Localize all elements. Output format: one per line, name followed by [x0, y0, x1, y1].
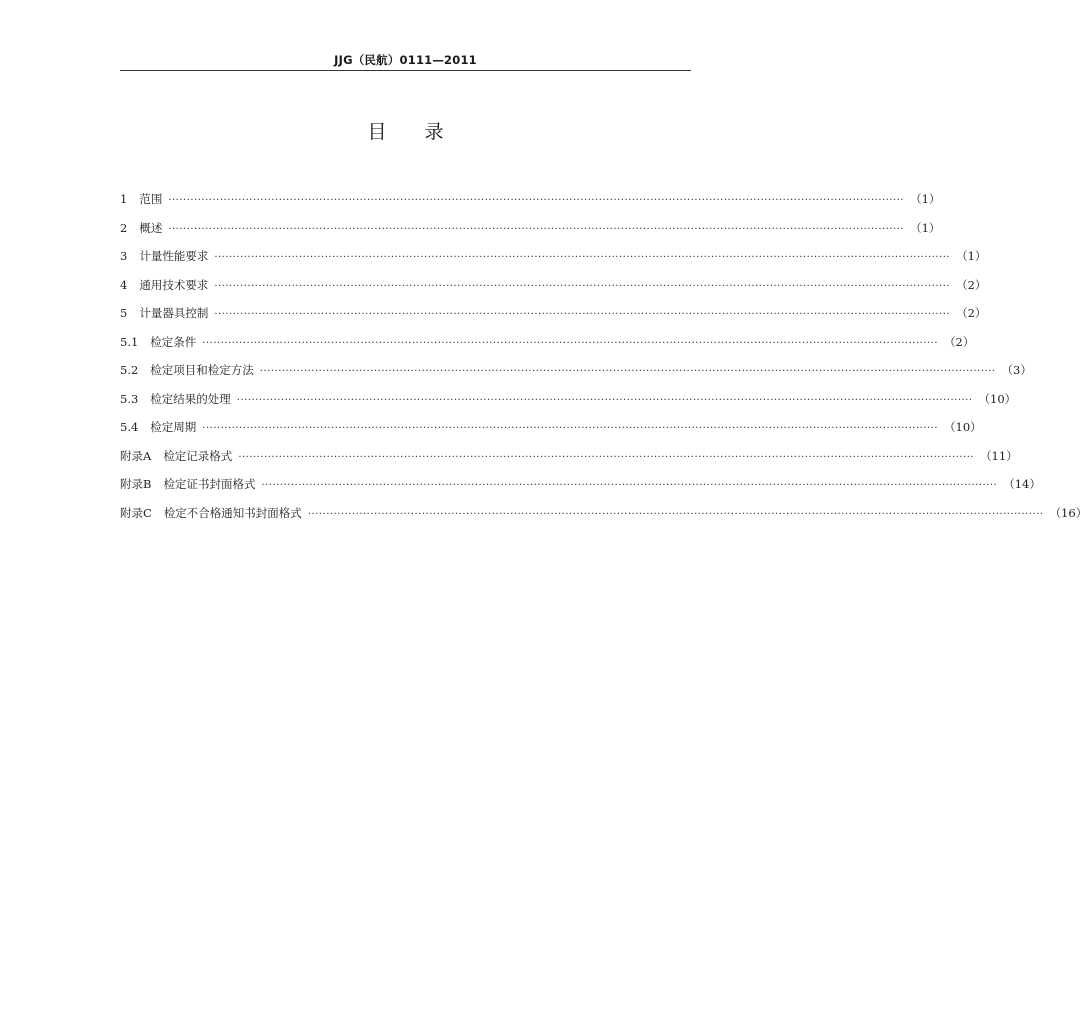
toc-title-char-2: 录: [424, 121, 444, 143]
toc-entry-label: 计量器具控制: [139, 306, 209, 320]
toc-entry-page: （11）: [980, 448, 1018, 463]
toc-entry-page: （10）: [978, 391, 1017, 406]
toc-entry-number: 5: [120, 306, 128, 320]
toc-entry[interactable]: [120, 217, 941, 246]
toc-entry-label: 检定证书封面格式: [163, 477, 256, 491]
toc-dot-leader: ········································································································································································································: [202, 423, 939, 434]
toc-entry-label: 检定条件: [150, 334, 197, 349]
toc-entry-label: 计量性能要求: [139, 249, 209, 263]
toc-entry-number: 3: [120, 249, 128, 263]
toc-entry-page: （16）: [1049, 505, 1087, 520]
toc-dot-leader: ········································································································································································································: [214, 309, 951, 320]
toc-list: [120, 188, 1087, 530]
toc-entry[interactable]: [120, 502, 1087, 531]
toc-entry-label: 检定项目和检定方法: [150, 363, 254, 377]
toc-dot-leader: ········································································································································································································: [202, 337, 939, 349]
toc-entry-page: （3）: [1001, 363, 1032, 377]
toc-entry-number: 4: [120, 277, 128, 292]
toc-entry[interactable]: [120, 302, 987, 331]
toc-entry-number: 2: [120, 220, 128, 235]
toc-entry-page: （1）: [910, 192, 941, 206]
toc-entry-page: （10）: [944, 420, 982, 434]
toc-dot-leader: ········································································································································································································: [168, 223, 905, 235]
toc-dot-leader: ········································································································································································································: [168, 195, 905, 206]
toc-entry-page: （2）: [956, 306, 987, 320]
toc-entry-page: （1）: [956, 249, 987, 263]
toc-entry-label: 范围: [139, 192, 163, 206]
toc-entry-page: （2）: [944, 334, 975, 349]
toc-dot-leader: ········································································································································································································: [238, 451, 975, 463]
toc-entry[interactable]: [120, 359, 1032, 388]
toc-dot-leader: ········································································································································································································: [214, 280, 951, 292]
toc-entry[interactable]: [120, 188, 941, 217]
toc-dot-leader: ········································································································································································································: [259, 366, 996, 377]
toc-entry[interactable]: [120, 416, 982, 445]
toc-title: [120, 117, 691, 144]
toc-entry-number: 附录A: [120, 448, 152, 463]
toc-entry[interactable]: [120, 274, 987, 303]
toc-entry[interactable]: [120, 388, 1017, 417]
toc-dot-leader: ········································································································································································································: [236, 394, 973, 406]
toc-entry-label: 检定周期: [150, 420, 197, 434]
toc-dot-leader: ········································································································································································································: [307, 508, 1044, 520]
toc-entry[interactable]: [120, 473, 1041, 502]
toc-entry[interactable]: [120, 245, 987, 274]
toc-entry-label: 检定不合格通知书封面格式: [163, 505, 302, 520]
toc-entry-page: （2）: [956, 277, 987, 292]
toc-entry-label: 概述: [139, 220, 163, 235]
toc-entry-number: 附录B: [120, 477, 152, 491]
toc-entry[interactable]: [120, 445, 1018, 474]
toc-title-char-1: 目: [367, 121, 387, 143]
page-header: JJG（民航）0111—2011: [334, 53, 477, 67]
toc-entry-label: 通用技术要求: [139, 277, 209, 292]
toc-dot-leader: ········································································································································································································: [261, 480, 998, 491]
toc-dot-leader: ········································································································································································································: [214, 252, 951, 263]
toc-entry-number: 5.1: [120, 334, 139, 349]
toc-entry-label: 检定记录格式: [163, 448, 233, 463]
toc-entry-number: 1: [120, 192, 128, 206]
header-rule: [120, 70, 691, 71]
toc-entry-number: 附录C: [120, 505, 152, 520]
toc-entry-number: 5.2: [120, 363, 139, 377]
toc-entry-page: （14）: [1003, 477, 1041, 491]
toc-entry-page: （1）: [910, 220, 941, 235]
toc-entry[interactable]: [120, 331, 975, 360]
toc-entry-number: 5.3: [120, 391, 139, 406]
toc-entry-label: 检定结果的处理: [150, 391, 231, 406]
toc-entry-number: 5.4: [120, 420, 139, 434]
